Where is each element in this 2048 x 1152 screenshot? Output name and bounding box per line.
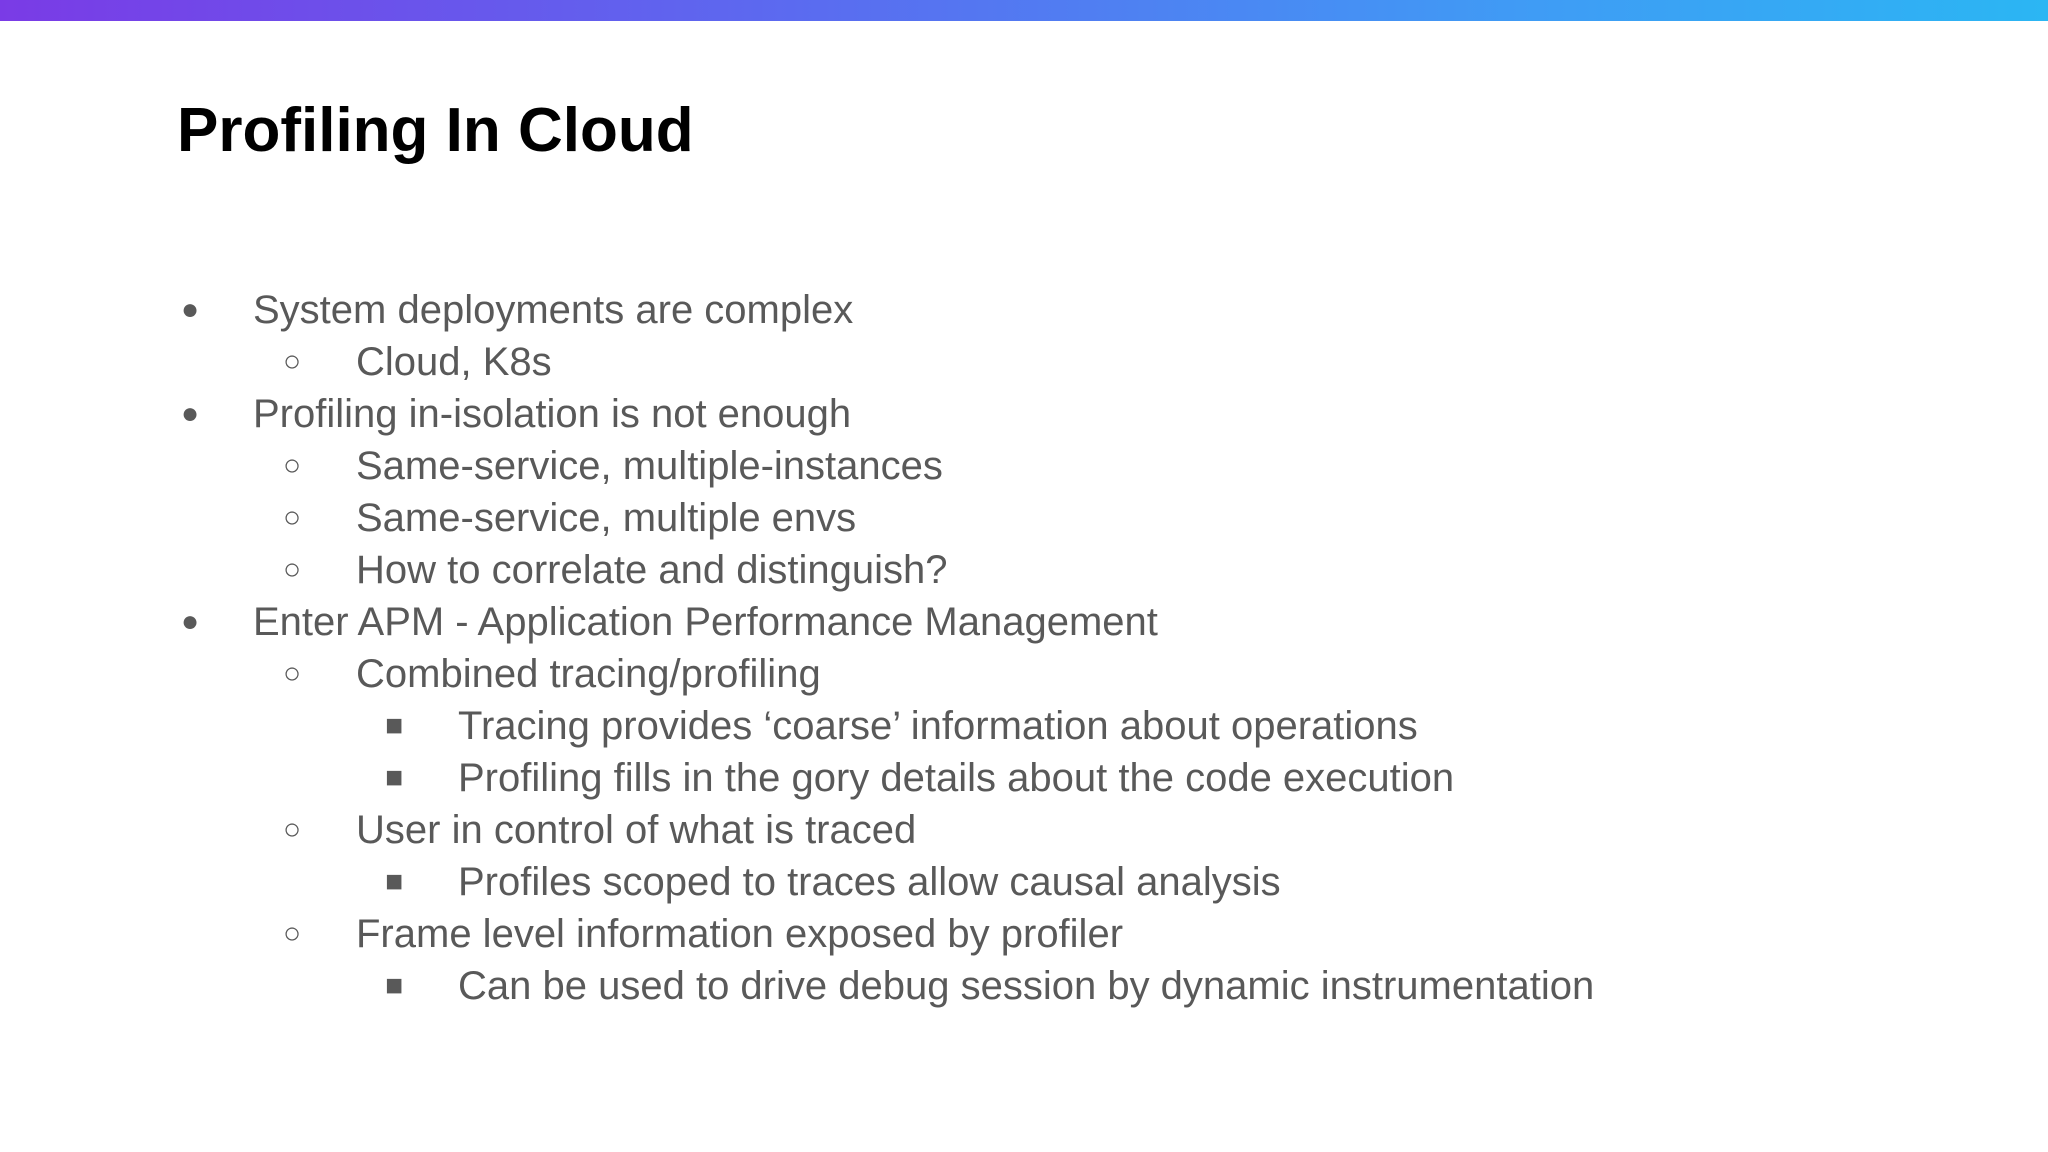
- bullet-text: User in control of what is traced: [356, 808, 917, 852]
- bullet-text: Profiles scoped to traces allow causal analysis: [458, 860, 1281, 904]
- bullet-circle-icon: ○: [282, 657, 302, 690]
- bullet-dot-icon: ●: [180, 293, 200, 326]
- bullet-circle-icon: ○: [282, 917, 302, 950]
- bullet-dot-icon: ●: [180, 605, 200, 638]
- bullet-text: Tracing provides ‘coarse’ information about operations: [458, 704, 1418, 748]
- bullet-text: Frame level information exposed by profiler: [356, 912, 1124, 956]
- bullet-square-icon: ■: [384, 761, 404, 794]
- bullet-circle-icon: ○: [282, 501, 302, 534]
- bullet-text: How to correlate and distinguish?: [356, 548, 948, 592]
- bullet-text: Same-service, multiple envs: [356, 496, 857, 540]
- bullet-square-icon: ■: [384, 709, 404, 742]
- bullet-dot-icon: ●: [180, 397, 200, 430]
- bullet-circle-icon: ○: [282, 449, 302, 482]
- bullet-circle-icon: ○: [282, 553, 302, 586]
- slide-title: Profiling In Cloud: [177, 96, 694, 165]
- bullet-text: Profiling in-isolation is not enough: [253, 392, 852, 436]
- bullet-text: Enter APM - Application Performance Management: [253, 600, 1158, 644]
- bullet-circle-icon: ○: [282, 813, 302, 846]
- bullet-circle-icon: ○: [282, 345, 302, 378]
- bullet-text: Profiling fills in the gory details about the code execution: [458, 756, 1455, 800]
- bullet-text: Can be used to drive debug session by dynamic instrumentation: [458, 964, 1595, 1008]
- bullet-text: System deployments are complex: [253, 288, 854, 332]
- bullet-square-icon: ■: [384, 865, 404, 898]
- bullet-text: Combined tracing/profiling: [356, 652, 821, 696]
- bullet-square-icon: ■: [384, 969, 404, 1002]
- accent-gradient-bar: [0, 0, 2048, 21]
- bullet-text: Cloud, K8s: [356, 340, 552, 384]
- bullet-text: Same-service, multiple-instances: [356, 444, 943, 488]
